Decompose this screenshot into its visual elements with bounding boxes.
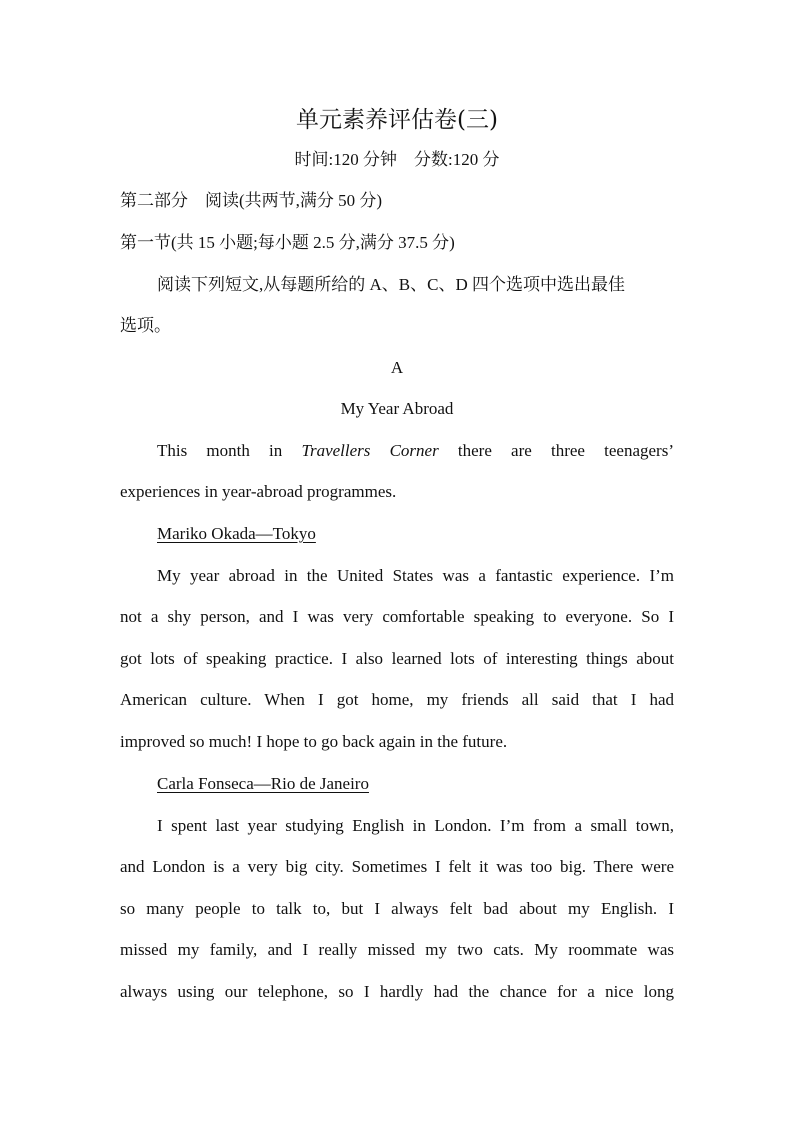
- entry-line: not a shy person, and I was very comfortable speaking to everyone. So I: [120, 607, 674, 626]
- entry-heading-text: Mariko Okada—Tokyo: [157, 524, 316, 543]
- instruction-line-2: 选项。: [120, 316, 171, 335]
- entry-line: got lots of speaking practice. I also learned lots of interesting things about: [120, 649, 674, 668]
- entry-line: so many people to talk to, but I always felt bad about my English. I: [120, 899, 674, 918]
- section-part-heading: 第二部分 阅读(共两节,满分 50 分): [120, 191, 383, 210]
- entry-heading-text: Carla Fonseca—Rio de Janeiro: [157, 774, 369, 793]
- intro-line-1: [157, 440, 674, 462]
- column-name: Travellers Corner: [301, 441, 439, 460]
- entry-line: American culture. When I got home, my friends all said that I had: [120, 690, 674, 709]
- exam-meta: 时间:120 分钟 分数:120 分: [294, 150, 500, 169]
- subsection-heading: 第一节(共 15 小题;每小题 2.5 分,满分 37.5 分): [120, 233, 455, 252]
- entry-line: improved so much! I hope to go back again in the future.: [120, 732, 508, 751]
- passage-title: My Year Abroad: [340, 399, 454, 418]
- entry-heading: [157, 523, 674, 545]
- entry-line: and London is a very big city. Sometimes I felt it was too big. There were: [120, 857, 674, 876]
- intro-text-end: there are three teenagers’: [457, 441, 674, 460]
- entry-line: I spent last year studying English in London. I’m from a small town,: [157, 816, 674, 835]
- entry-heading: [157, 773, 674, 795]
- intro-line-2: experiences in year-abroad programmes.: [120, 482, 397, 501]
- intro-text-start: This month in: [157, 441, 283, 460]
- entry-line: My year abroad in the United States was a fantastic experience. I’m: [157, 566, 674, 585]
- passage-label: A: [390, 358, 404, 377]
- entry-line: always using our telephone, so I hardly had the chance for a nice long: [120, 982, 674, 1001]
- entry-line: missed my family, and I really missed my two cats. My roommate was: [120, 940, 674, 959]
- instruction-line-1: 阅读下列短文,从每题所给的 A、B、C、D 四个选项中选出最佳: [157, 275, 625, 294]
- page-title: 单元素养评估卷(三): [296, 107, 498, 133]
